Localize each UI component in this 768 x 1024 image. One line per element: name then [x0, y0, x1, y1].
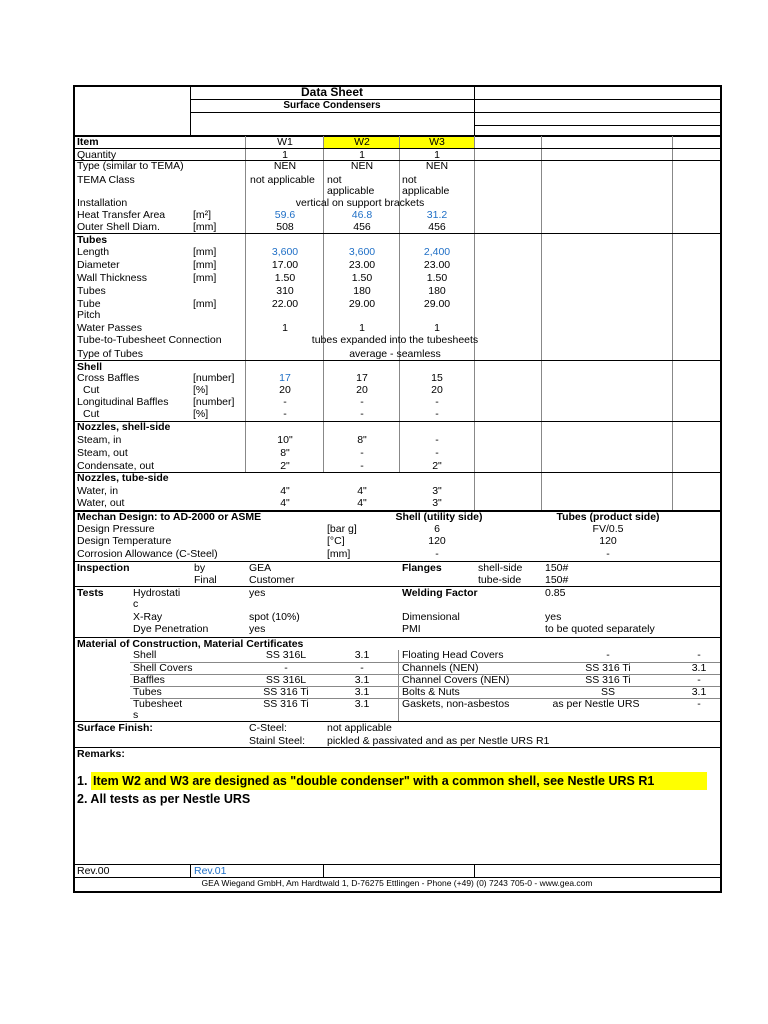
installation-value: vertical on support brackets — [295, 197, 425, 209]
diameter-unit: [mm] — [193, 259, 217, 271]
welding-value: 0.85 — [545, 587, 566, 599]
osd-w1: 508 — [276, 221, 294, 233]
material-right-cert: 3.1 — [691, 662, 707, 674]
cross-cut-w3: 20 — [431, 384, 443, 396]
cross-cut-w1: 20 — [279, 384, 291, 396]
water-in-w1: 4" — [280, 485, 290, 497]
remark-1-text: Item W2 and W3 are designed as "double condenser" with a common shell, see Nestle URS R1 — [93, 774, 655, 788]
xray-label: X-Ray — [133, 611, 163, 623]
header-divider-left — [190, 86, 191, 136]
material-left-value: - — [284, 662, 288, 674]
temperature-shell: 120 — [428, 535, 446, 547]
cross-unit: [number] — [193, 372, 235, 384]
condensate-w2: - — [360, 460, 364, 472]
material-left-label: Shell — [133, 649, 157, 661]
long-cut-w3: - — [435, 408, 439, 420]
remark-2: 2. All tests as per Nestle URS — [77, 792, 251, 806]
material-left-cert: 3.1 — [354, 698, 370, 710]
material-left-cert: 3.1 — [354, 649, 370, 661]
corrosion-label: Corrosion Allowance (C-Steel) — [77, 548, 218, 560]
condensate-w1: 2" — [280, 460, 290, 472]
steam-in-w2: 8" — [357, 434, 367, 446]
hta-w1: 59.6 — [274, 209, 296, 221]
line — [474, 99, 721, 100]
corrosion-shell: - — [435, 548, 439, 560]
quantity-label: Quantity — [77, 149, 117, 161]
cross-cut-unit: [%] — [193, 384, 209, 396]
page-subtitle: Surface Condensers — [283, 100, 381, 111]
tubes-heading: Tubes — [77, 234, 108, 246]
osd-unit: [mm] — [193, 221, 217, 233]
water-out-w2: 4" — [357, 497, 367, 509]
water-in-label: Water, in — [77, 485, 119, 497]
tema-w3-b: applicable — [402, 185, 450, 197]
page-title: Data Sheet — [300, 85, 364, 99]
passes-w3: 1 — [434, 322, 440, 334]
quantity-w1: 1 — [282, 149, 288, 161]
w3-header: W3 — [429, 136, 445, 148]
border-top — [73, 85, 722, 87]
stainl-label: Stainl Steel: — [249, 735, 306, 747]
material-right-label: Channels (NEN) — [402, 662, 479, 674]
rev-00: Rev.00 — [77, 865, 110, 877]
pmi-label: PMI — [402, 623, 421, 635]
pressure-unit: [bar g] — [327, 523, 357, 535]
water-in-w3: 3" — [432, 485, 442, 497]
length-w3: 2,400 — [423, 246, 451, 258]
material-right-cert: - — [697, 649, 701, 661]
tube-type-value: average - seamless — [349, 348, 441, 360]
material-right-value: SS 316 Ti — [585, 674, 631, 686]
hta-unit: [m²] — [193, 209, 212, 221]
length-w2: 3,600 — [348, 246, 376, 258]
temperature-unit: [°C] — [327, 535, 345, 547]
dye-label: Dye Penetration — [133, 623, 209, 635]
pitch-label-b: Pitch — [77, 309, 101, 321]
tema-w2-b: applicable — [327, 185, 375, 197]
material-right-value: SS 316 Ti — [585, 662, 631, 674]
item-label: Item — [77, 136, 99, 148]
steam-out-label: Steam, out — [77, 447, 128, 459]
osd-w2: 456 — [353, 221, 371, 233]
tube-type-label: Type of Tubes — [77, 348, 143, 360]
shell-heading: Shell — [77, 361, 103, 373]
connection-label: Tube-to-Tubesheet Connection — [77, 334, 222, 346]
wall-w3: 1.50 — [426, 272, 448, 284]
wall-w2: 1.50 — [351, 272, 373, 284]
dye-value: yes — [249, 623, 266, 635]
material-left-cert: 3.1 — [354, 686, 370, 698]
flanges-label: Flanges — [402, 562, 442, 574]
nozzles-shell-heading: Nozzles, shell-side — [77, 421, 171, 433]
type-w2: NEN — [350, 160, 374, 172]
wall-label: Wall Thickness — [77, 272, 148, 284]
csteel-value: not applicable — [327, 722, 392, 734]
type-w1: NEN — [273, 160, 297, 172]
surface-label: Surface Finish: — [77, 722, 153, 734]
pitch-w3: 29.00 — [423, 298, 451, 310]
rev-01: Rev.01 — [194, 865, 227, 877]
length-unit: [mm] — [193, 246, 217, 258]
xray-value: spot (10%) — [249, 611, 300, 623]
nozzles-tube-heading: Nozzles, tube-side — [77, 472, 169, 484]
line — [74, 421, 721, 422]
cross-w1: 17 — [279, 372, 291, 384]
material-left-cert: 3.1 — [354, 674, 370, 686]
steam-in-w1: 10" — [277, 434, 293, 446]
mechan-shell-head: Shell (utility side) — [395, 511, 483, 523]
remarks-label: Remarks: — [77, 748, 125, 760]
flanges-shell-side: shell-side — [478, 562, 523, 574]
header-bottom — [73, 135, 722, 137]
material-left-label: Tubesheet — [133, 698, 183, 710]
long-cut-label: Cut — [83, 408, 100, 420]
inspection-by: by — [194, 562, 206, 574]
w2-header: W2 — [354, 136, 370, 148]
dimensional-label: Dimensional — [402, 611, 460, 623]
diameter-w2: 23.00 — [348, 259, 376, 271]
material-right-label: Gaskets, non-asbestos — [402, 698, 510, 710]
pressure-shell: 6 — [434, 523, 440, 535]
hta-label: Heat Transfer Area — [77, 209, 166, 221]
tema-w1: not applicable — [250, 174, 315, 186]
material-right-cert: 3.1 — [691, 686, 707, 698]
diameter-label: Diameter — [77, 259, 120, 271]
hydro-label-b: c — [133, 598, 139, 610]
quantity-w3: 1 — [434, 149, 440, 161]
material-left-value: SS 316 Ti — [263, 698, 309, 710]
long-w2: - — [360, 396, 364, 408]
remark-1-number: 1. — [77, 774, 88, 788]
steam-out-w1: 8" — [280, 447, 290, 459]
tema-w2-a: not — [327, 174, 342, 186]
flanges-tube-value: 150# — [545, 574, 569, 586]
line — [74, 561, 721, 562]
material-right-cert: - — [697, 674, 701, 686]
water-out-label: Water, out — [77, 497, 125, 509]
passes-label: Water Passes — [77, 322, 142, 334]
col-line — [541, 136, 542, 511]
header-divider-right — [474, 86, 475, 136]
flanges-tube-side: tube-side — [478, 574, 522, 586]
type-w3: NEN — [425, 160, 449, 172]
long-cut-unit: [%] — [193, 408, 209, 420]
line — [474, 112, 721, 113]
material-right-label: Bolts & Nuts — [402, 686, 460, 698]
border-right — [720, 85, 722, 893]
hta-w2: 46.8 — [351, 209, 373, 221]
steam-out-w2: - — [360, 447, 364, 459]
installation-label: Installation — [77, 197, 128, 209]
col-line — [672, 136, 673, 511]
border-bottom — [73, 891, 722, 893]
passes-w2: 1 — [359, 322, 365, 334]
col-line — [323, 864, 324, 877]
long-cut-w1: - — [283, 408, 287, 420]
material-right-cert: - — [697, 698, 701, 710]
hydro-value: yes — [249, 587, 266, 599]
line — [74, 472, 721, 473]
connection-value: tubes expanded into the tubesheets — [311, 334, 479, 346]
inspection-final: Final — [194, 574, 217, 586]
tubes-count-w3: 180 — [428, 285, 446, 297]
line — [474, 125, 721, 126]
material-left-value: SS 316L — [265, 649, 307, 661]
tubes-count-w1: 310 — [276, 285, 294, 297]
temperature-label: Design Temperature — [77, 535, 172, 547]
condensate-label: Condensate, out — [77, 460, 155, 472]
wall-w1: 1.50 — [274, 272, 296, 284]
line — [74, 360, 721, 361]
welding-label: Welding Factor — [402, 587, 478, 599]
osd-label: Outer Shell Diam. — [77, 221, 160, 233]
inspection-label: Inspection — [77, 562, 130, 574]
cross-w2: 17 — [356, 372, 368, 384]
long-w1: - — [283, 396, 287, 408]
long-cut-w2: - — [360, 408, 364, 420]
pitch-unit: [mm] — [193, 298, 217, 310]
pitch-label-a: Tube — [77, 298, 101, 310]
line — [74, 864, 721, 865]
corrosion-tubes: - — [606, 548, 610, 560]
material-tubesheet-wrap: s — [133, 709, 139, 721]
material-left-label: Baffles — [133, 674, 165, 686]
material-left-label: Shell Covers — [133, 662, 193, 674]
water-in-w2: 4" — [357, 485, 367, 497]
csteel-label: C-Steel: — [249, 722, 287, 734]
dimensional-value: yes — [545, 611, 562, 623]
temperature-tubes: 120 — [599, 535, 617, 547]
material-right-label: Channel Covers (NEN) — [402, 674, 510, 686]
cross-w3: 15 — [431, 372, 443, 384]
wall-unit: [mm] — [193, 272, 217, 284]
quantity-w2: 1 — [359, 149, 365, 161]
long-unit: [number] — [193, 396, 235, 408]
flanges-shell-value: 150# — [545, 562, 569, 574]
long-w3: - — [435, 396, 439, 408]
stainl-value: pickled & passivated and as per Nestle URS R1 — [327, 735, 550, 747]
diameter-w3: 23.00 — [423, 259, 451, 271]
cross-label: Cross Baffles — [77, 372, 140, 384]
hydro-label-a: Hydrostati — [133, 587, 181, 599]
type-label: Type (similar to TEMA) — [77, 160, 184, 172]
line — [74, 148, 721, 149]
material-right-value: SS — [600, 686, 616, 698]
pmi-value: to be quoted separately — [545, 623, 655, 635]
length-label: Length — [77, 246, 110, 258]
corrosion-unit: [mm] — [327, 548, 351, 560]
line — [74, 721, 721, 722]
pressure-label: Design Pressure — [77, 523, 155, 535]
inspection-by-value: GEA — [249, 562, 272, 574]
material-right-value: as per Nestle URS — [552, 698, 640, 710]
tests-label: Tests — [77, 587, 104, 599]
steam-out-w3: - — [435, 447, 439, 459]
mechan-heading: Mechan Design: to AD-2000 or ASME — [77, 511, 262, 523]
line — [74, 233, 721, 234]
material-left-label: Tubes — [133, 686, 162, 698]
line — [74, 747, 721, 748]
material-right-label: Floating Head Covers — [402, 649, 504, 661]
cross-cut-w2: 20 — [356, 384, 368, 396]
line — [190, 112, 474, 113]
steam-in-label: Steam, in — [77, 434, 122, 446]
diameter-w1: 17.00 — [271, 259, 299, 271]
col-line — [474, 136, 475, 511]
material-left-value: SS 316 Ti — [263, 686, 309, 698]
mechan-tubes-head: Tubes (product side) — [556, 511, 660, 523]
tema-w3-a: not — [402, 174, 417, 186]
pressure-tubes: FV/0.5 — [592, 523, 624, 535]
hta-w3: 31.2 — [426, 209, 448, 221]
condensate-w3: 2" — [432, 460, 442, 472]
length-w1: 3,600 — [271, 246, 299, 258]
tema-label: TEMA Class — [77, 174, 135, 186]
company-footer: GEA Wiegand GmbH, Am Hardtwald 1, D-76275 Ettlingen - Phone (+49) (0) 7243 705-0 - www.gea.com — [201, 878, 593, 888]
material-left-cert: - — [360, 662, 364, 674]
col-line — [190, 864, 191, 877]
pitch-w2: 29.00 — [348, 298, 376, 310]
col-line — [474, 864, 475, 877]
osd-w3: 456 — [428, 221, 446, 233]
water-out-w3: 3" — [432, 497, 442, 509]
tubes-count-w2: 180 — [353, 285, 371, 297]
material-left-value: SS 316L — [265, 674, 307, 686]
material-heading: Material of Construction, Material Certificates — [77, 638, 304, 650]
border-left — [73, 85, 75, 893]
water-out-w1: 4" — [280, 497, 290, 509]
material-right-value: - — [606, 649, 610, 661]
pitch-w1: 22.00 — [271, 298, 299, 310]
w1-header: W1 — [277, 136, 293, 148]
inspection-final-value: Customer — [249, 574, 295, 586]
cross-cut-label: Cut — [83, 384, 100, 396]
passes-w1: 1 — [282, 322, 288, 334]
steam-in-w3: - — [435, 434, 439, 446]
tubes-count-label: Tubes — [77, 285, 106, 297]
long-label: Longitudinal Baffles — [77, 396, 169, 408]
